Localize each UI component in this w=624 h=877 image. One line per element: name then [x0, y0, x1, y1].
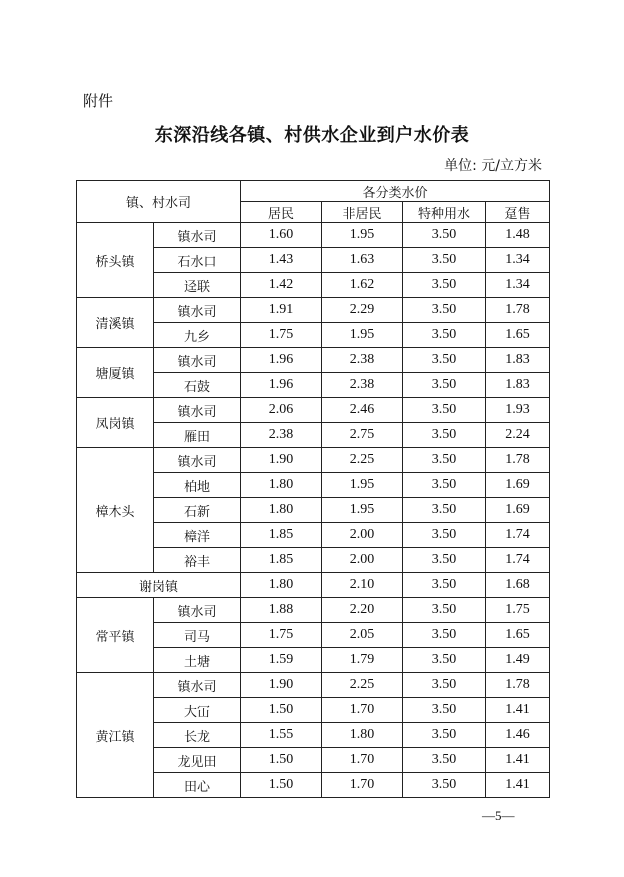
village-cell: 樟洋 — [154, 523, 241, 548]
village-cell: 石水口 — [154, 248, 241, 273]
village-cell: 镇水司 — [154, 673, 241, 698]
price-cell: 1.80 — [241, 473, 322, 498]
table-row — [77, 348, 550, 373]
price-cell: 3.50 — [403, 348, 486, 373]
price-cell: 1.75 — [241, 323, 322, 348]
table-row — [77, 598, 550, 623]
header-col: 趸售 — [486, 202, 550, 223]
table-row — [77, 298, 550, 323]
price-cell: 2.46 — [322, 398, 403, 423]
price-cell: 2.38 — [322, 348, 403, 373]
price-cell: 1.50 — [241, 698, 322, 723]
village-cell: 裕丰 — [154, 548, 241, 573]
price-cell: 3.50 — [403, 248, 486, 273]
price-cell: 1.65 — [486, 323, 550, 348]
price-cell: 3.50 — [403, 373, 486, 398]
water-price-table — [76, 180, 550, 798]
price-cell: 1.43 — [241, 248, 322, 273]
price-cell: 1.69 — [486, 498, 550, 523]
price-cell: 3.50 — [403, 648, 486, 673]
village-cell: 大冚 — [154, 698, 241, 723]
price-cell: 1.95 — [322, 473, 403, 498]
price-cell: 3.50 — [403, 523, 486, 548]
price-cell: 1.74 — [486, 548, 550, 573]
price-cell: 3.50 — [403, 223, 486, 248]
price-cell: 1.69 — [486, 473, 550, 498]
village-cell: 镇水司 — [154, 223, 241, 248]
village-cell: 镇水司 — [154, 348, 241, 373]
village-cell: 迳联 — [154, 273, 241, 298]
price-cell: 1.80 — [241, 498, 322, 523]
town-cell: 谢岗镇 — [77, 573, 241, 598]
price-cell: 1.41 — [486, 773, 550, 798]
price-cell: 3.50 — [403, 498, 486, 523]
price-cell: 3.50 — [403, 723, 486, 748]
price-cell: 1.70 — [322, 748, 403, 773]
table-row — [77, 573, 550, 598]
price-cell: 1.34 — [486, 248, 550, 273]
price-cell: 3.50 — [403, 398, 486, 423]
village-cell: 田心 — [154, 773, 241, 798]
price-cell: 1.85 — [241, 548, 322, 573]
price-cell: 1.83 — [486, 348, 550, 373]
village-cell: 石鼓 — [154, 373, 241, 398]
header-col: 特种用水 — [403, 202, 486, 223]
price-cell: 1.79 — [322, 648, 403, 673]
price-cell: 2.20 — [322, 598, 403, 623]
price-cell: 1.41 — [486, 698, 550, 723]
town-cell: 清溪镇 — [77, 298, 154, 348]
price-cell: 3.50 — [403, 448, 486, 473]
price-cell: 1.55 — [241, 723, 322, 748]
table-body — [77, 223, 550, 798]
price-cell: 3.50 — [403, 598, 486, 623]
price-cell: 2.29 — [322, 298, 403, 323]
price-cell: 3.50 — [403, 473, 486, 498]
village-cell: 石新 — [154, 498, 241, 523]
village-cell: 九乡 — [154, 323, 241, 348]
header-group: 各分类水价 — [241, 181, 550, 202]
price-cell: 1.78 — [486, 448, 550, 473]
town-cell: 黄江镇 — [77, 673, 154, 798]
price-cell: 3.50 — [403, 623, 486, 648]
price-cell: 2.38 — [322, 373, 403, 398]
price-cell: 1.91 — [241, 298, 322, 323]
price-cell: 2.06 — [241, 398, 322, 423]
price-cell: 1.96 — [241, 348, 322, 373]
table-row — [77, 673, 550, 698]
price-cell: 3.50 — [403, 698, 486, 723]
price-cell: 1.78 — [486, 673, 550, 698]
table-row — [77, 448, 550, 473]
price-cell: 1.90 — [241, 673, 322, 698]
price-cell: 1.75 — [241, 623, 322, 648]
village-cell: 司马 — [154, 623, 241, 648]
village-cell: 长龙 — [154, 723, 241, 748]
price-cell: 3.50 — [403, 773, 486, 798]
village-cell: 镇水司 — [154, 298, 241, 323]
header-col: 居民 — [241, 202, 322, 223]
price-cell: 1.50 — [241, 773, 322, 798]
price-cell: 1.63 — [322, 248, 403, 273]
price-cell: 2.25 — [322, 673, 403, 698]
village-cell: 镇水司 — [154, 448, 241, 473]
price-cell: 1.78 — [486, 298, 550, 323]
price-cell: 2.05 — [322, 623, 403, 648]
price-cell: 1.83 — [486, 373, 550, 398]
price-cell: 1.41 — [486, 748, 550, 773]
header-col: 非居民 — [322, 202, 403, 223]
village-cell: 雁田 — [154, 423, 241, 448]
price-cell: 2.00 — [322, 548, 403, 573]
price-cell: 1.50 — [241, 748, 322, 773]
price-cell: 1.74 — [486, 523, 550, 548]
price-cell: 1.88 — [241, 598, 322, 623]
village-cell: 镇水司 — [154, 398, 241, 423]
price-cell: 2.38 — [241, 423, 322, 448]
price-cell: 2.75 — [322, 423, 403, 448]
price-cell: 1.93 — [486, 398, 550, 423]
table-row — [77, 398, 550, 423]
price-cell: 1.70 — [322, 698, 403, 723]
price-cell: 1.60 — [241, 223, 322, 248]
price-cell: 2.10 — [322, 573, 403, 598]
town-cell: 樟木头 — [77, 448, 154, 573]
table-row — [77, 223, 550, 248]
town-cell: 塘厦镇 — [77, 348, 154, 398]
town-cell: 桥头镇 — [77, 223, 154, 298]
price-cell: 2.25 — [322, 448, 403, 473]
price-cell: 1.80 — [241, 573, 322, 598]
price-cell: 1.49 — [486, 648, 550, 673]
price-cell: 1.34 — [486, 273, 550, 298]
price-cell: 3.50 — [403, 573, 486, 598]
town-cell: 凤岗镇 — [77, 398, 154, 448]
price-cell: 1.90 — [241, 448, 322, 473]
price-cell: 3.50 — [403, 548, 486, 573]
price-cell: 1.48 — [486, 223, 550, 248]
town-cell: 常平镇 — [77, 598, 154, 673]
unit-note: 单位: 元/立方米 — [444, 158, 542, 174]
price-cell: 1.62 — [322, 273, 403, 298]
price-cell: 1.75 — [486, 598, 550, 623]
price-cell: 1.70 — [322, 773, 403, 798]
village-cell: 柏地 — [154, 473, 241, 498]
price-cell: 3.50 — [403, 673, 486, 698]
header-area: 镇、村水司 — [77, 181, 241, 223]
price-cell: 1.59 — [241, 648, 322, 673]
price-cell: 1.95 — [322, 223, 403, 248]
price-cell: 1.96 — [241, 373, 322, 398]
price-cell: 1.42 — [241, 273, 322, 298]
price-cell: 1.95 — [322, 498, 403, 523]
price-cell: 1.65 — [486, 623, 550, 648]
price-cell: 3.50 — [403, 423, 486, 448]
price-cell: 1.68 — [486, 573, 550, 598]
document-title: 东深沿线各镇、村供水企业到户水价表 — [154, 125, 470, 146]
price-cell: 2.24 — [486, 423, 550, 448]
village-cell: 土塘 — [154, 648, 241, 673]
price-cell: 1.95 — [322, 323, 403, 348]
attachment-label: 附件 — [83, 92, 114, 110]
price-cell: 1.85 — [241, 523, 322, 548]
price-cell: 1.80 — [322, 723, 403, 748]
page-number: —5— — [482, 808, 515, 823]
village-cell: 镇水司 — [154, 598, 241, 623]
village-cell: 龙见田 — [154, 748, 241, 773]
price-cell: 3.50 — [403, 298, 486, 323]
price-cell: 3.50 — [403, 748, 486, 773]
price-cell: 3.50 — [403, 323, 486, 348]
price-cell: 1.46 — [486, 723, 550, 748]
price-cell: 3.50 — [403, 273, 486, 298]
price-cell: 2.00 — [322, 523, 403, 548]
